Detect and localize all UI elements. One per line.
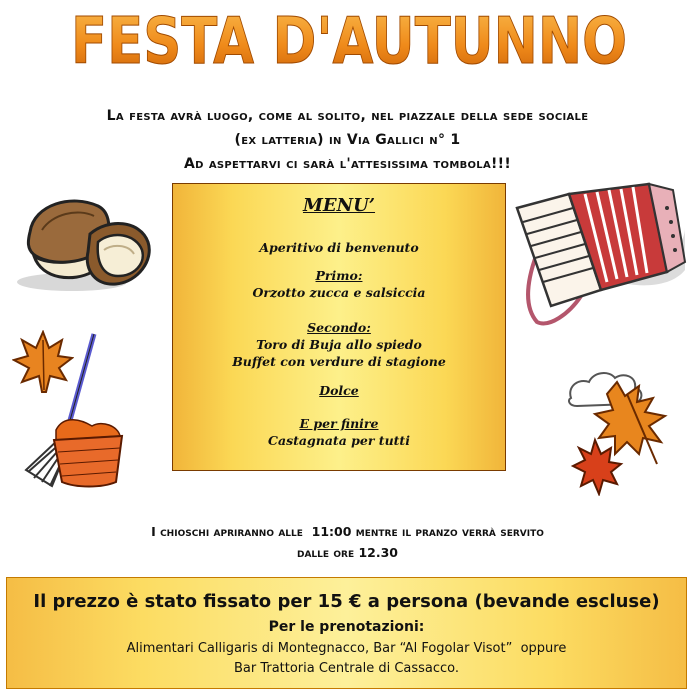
rake-basket-icon [22, 330, 132, 490]
booking-heading: Per le prenotazioni: [268, 619, 425, 635]
chestnut-icon [12, 190, 154, 296]
menu-finire-item: Castagnata per tutti [268, 433, 410, 448]
intro-text [40, 104, 655, 176]
menu-finire-heading: E per finire [299, 416, 379, 431]
menu-secondo-heading: Secondo: [307, 320, 371, 335]
menu-primo-item: Orzotto zucca e salsiccia [252, 285, 426, 300]
intro-line-2: (ex latteria) in Via Gallici n° 1 [234, 132, 461, 148]
menu-secondo-item-1: Toro di Buja allo spiedo [256, 337, 422, 352]
menu-title: MENU’ [302, 195, 376, 216]
schedule-line-1: I chioschi apriranno alle 11:00 mentre il pranzo verrà servito [151, 524, 544, 539]
menu-primo-heading: Primo: [315, 268, 363, 283]
page-title [0, 0, 695, 78]
accordion-icon [509, 178, 689, 330]
price-main: Il prezzo è stato fissato per 15 € a persona (bevande escluse) [33, 591, 660, 612]
menu-aperitivo: Aperitivo di benvenuto [259, 240, 419, 255]
cloud-leaves-icon [565, 368, 680, 496]
intro-line-3: Ad aspettarvi ci sarà l'attesissima tombola!!! [183, 156, 512, 172]
title-text: FESTA D'AUTUNNO [71, 5, 627, 78]
booking-line-1: Alimentari Calligaris di Montegnacco, Bar “Al Fogolar Visot” oppure [126, 641, 567, 656]
price-box [6, 577, 687, 689]
intro-line-1: La festa avrà luogo, come al solito, nel piazzale della sede sociale [106, 108, 589, 124]
schedule-line-2: dalle ore 12.30 [296, 545, 399, 560]
booking-line-2: Bar Trattoria Centrale di Cassacco. [233, 661, 460, 676]
menu-dolce-heading: Dolce [319, 383, 359, 398]
schedule-text [90, 521, 605, 563]
menu-secondo-item-2: Buffet con verdure di stagione [232, 354, 446, 369]
menu-box [172, 183, 506, 471]
